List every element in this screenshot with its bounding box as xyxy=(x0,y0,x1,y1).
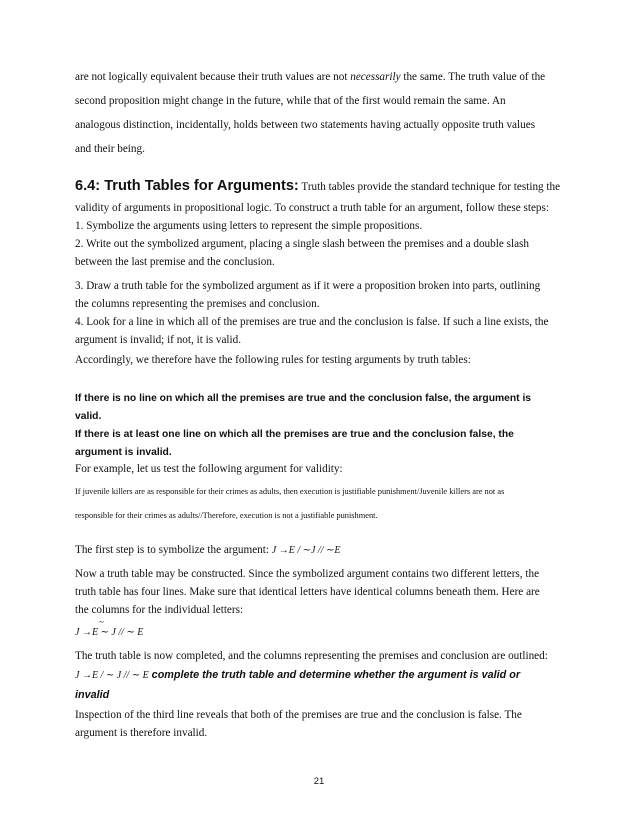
rule-invalid-cont: argument is invalid. xyxy=(75,447,172,458)
text-span: The first step is to symbolize the argument: xyxy=(75,544,272,556)
symbolized-argument: J →E ∼ J // ∼ E xyxy=(75,627,144,638)
rule-invalid: If there is at least one line on which all the premises are true and the conclusion false, the xyxy=(75,429,514,440)
italic-text: necessarily xyxy=(350,71,401,83)
step-1: 1. Symbolize the arguments using letters to represent the simple propositions. xyxy=(75,220,423,232)
paragraph-line: the columns for the individual letters: xyxy=(75,604,244,616)
paragraph-line: Accordingly, we therefore have the following rules for testing arguments by truth tables: xyxy=(75,354,471,366)
text-span: Truth tables provide the standard technique for testing the xyxy=(298,181,561,193)
paragraph-line xyxy=(75,543,340,558)
example-argument: If juvenile killers are as responsible for their crimes as adults, then execution is justifiable punishment/Juvenile killers are not as xyxy=(75,487,505,496)
symbolized-argument: J →E / ∼J // ∼E xyxy=(271,545,341,556)
section-heading: 6.4: Truth Tables for Arguments: xyxy=(75,178,299,194)
paragraph-line: For example, let us test the following argument for validity: xyxy=(75,463,343,475)
step-2: 2. Write out the symbolized argument, placing a single slash between the premises and a double slash xyxy=(75,238,529,250)
exercise-instruction: complete the truth table and determine whether the argument is valid or xyxy=(148,669,521,681)
rule-valid: If there is no line on which all the premises are true and the conclusion false, the argument is xyxy=(75,393,532,404)
symbolized-argument: J →E / ∼ J // ∼ E xyxy=(75,670,149,681)
section-heading-line xyxy=(75,177,560,196)
paragraph-line xyxy=(75,70,545,84)
exercise-instruction-cont: invalid xyxy=(75,689,110,701)
page-number: 21 xyxy=(313,776,325,787)
paragraph-line: second proposition might change in the future, while that of the first would remain the same. An xyxy=(75,95,506,107)
text-span: are not logically equivalent because their truth values are not xyxy=(75,71,351,83)
step-3: 3. Draw a truth table for the symbolized argument as if it were a proposition broken into parts, outlining xyxy=(75,280,541,292)
accent-mark: ~ xyxy=(99,617,104,627)
paragraph-line: Inspection of the third line reveals that both of the premises are true and the conclusion is false. The xyxy=(75,709,522,721)
text-span: the same. The truth value of the xyxy=(400,71,546,83)
paragraph-line: and their being. xyxy=(75,143,145,155)
letter-columns xyxy=(75,625,143,640)
paragraph-line: argument is therefore invalid. xyxy=(75,727,208,739)
paragraph-line: Now a truth table may be constructed. Since the symbolized argument contains two different letters, the xyxy=(75,568,540,580)
paragraph-line: between the last premise and the conclusion. xyxy=(75,256,275,268)
paragraph-line: The truth table is now completed, and the columns representing the premises and conclusion are outlined: xyxy=(75,650,548,662)
paragraph-line: validity of arguments in propositional logic. To construct a truth table for an argument, follow these steps: xyxy=(75,202,549,214)
paragraph-line: analogous distinction, incidentally, holds between two statements having actually opposite truth values xyxy=(75,119,536,131)
paragraph-line: truth table has four lines. Make sure that identical letters have identical columns beneath them. Here are xyxy=(75,586,540,598)
paragraph-line xyxy=(75,668,520,683)
step-4: 4. Look for a line in which all of the premises are true and the conclusion is false. If such a line exists, the xyxy=(75,316,549,328)
example-argument-cont: responsible for their crimes as adults//Therefore, execution is not a justifiable punishment. xyxy=(75,511,378,520)
paragraph-line: the columns representing the premises and conclusion. xyxy=(75,298,320,310)
paragraph-line: argument is invalid; if not, it is valid. xyxy=(75,334,242,346)
rule-valid-cont: valid. xyxy=(75,411,102,422)
